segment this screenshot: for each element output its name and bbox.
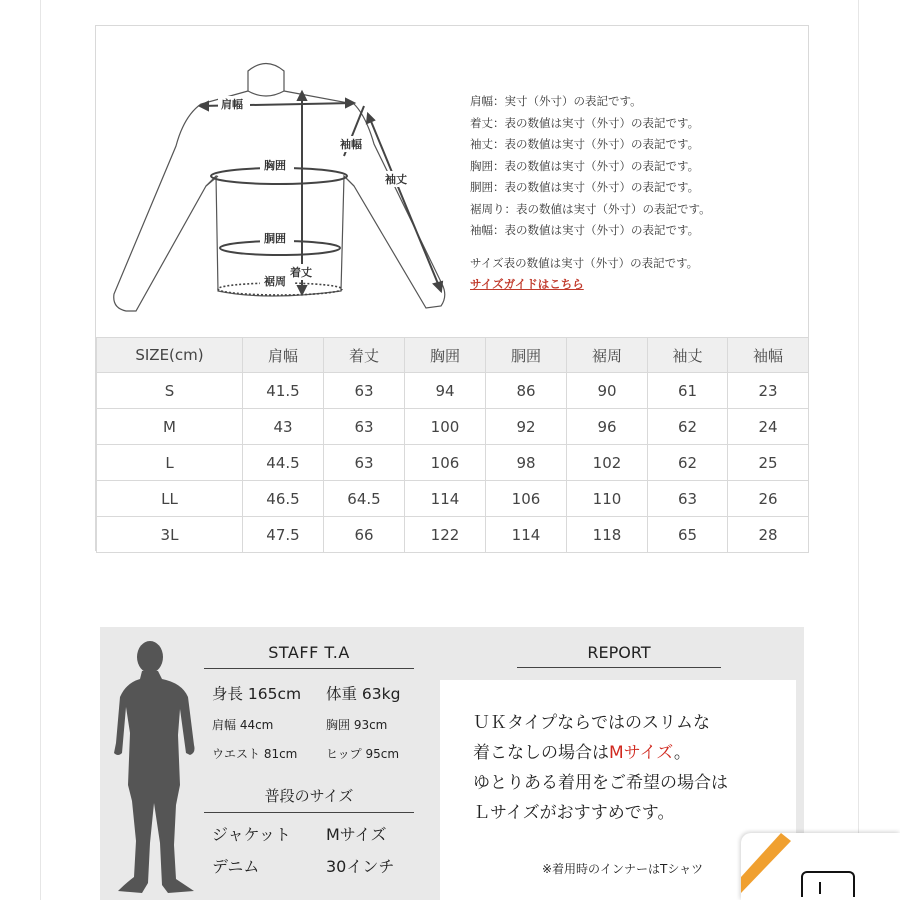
header-cell-sleeve-length: 袖丈 — [648, 338, 728, 373]
table-cell: 41.5 — [243, 373, 324, 409]
staff-waist: ウエスト 81cm — [212, 747, 298, 761]
page-edge-left — [40, 0, 41, 900]
table-cell: 62 — [648, 445, 728, 481]
label-length: 着丈 — [290, 266, 312, 279]
table-cell: 61 — [648, 373, 728, 409]
staff-hip: ヒップ 95cm — [326, 747, 400, 761]
staff-height: 身長 165cm — [212, 685, 302, 703]
page-edge-right — [858, 0, 859, 900]
label-waist: 胴囲 — [264, 232, 286, 245]
table-cell: 43 — [243, 409, 324, 445]
staff-name-divider — [204, 668, 414, 669]
note-line: 裾周り：表の数値は実寸（外寸）の表記です。 — [470, 201, 711, 216]
table-row — [97, 373, 809, 409]
table-cell: 63 — [324, 445, 405, 481]
label-shoulder-width: 肩幅 — [221, 98, 243, 111]
table-cell: 110 — [567, 481, 648, 517]
usual-size-title: 普段のサイズ — [264, 787, 354, 805]
usual-size: Mサイズ — [326, 825, 387, 844]
table-row — [97, 409, 809, 445]
table-cell: 106 — [405, 445, 486, 481]
header-cell-shoulder: 肩幅 — [243, 338, 324, 373]
note-line: 袖丈：表の数値は実寸（外寸）の表記です。 — [470, 137, 700, 151]
table-cell: 102 — [567, 445, 648, 481]
header-cell-size: SIZE(cm) — [97, 338, 243, 373]
header-cell-chest: 胸囲 — [405, 338, 486, 373]
note-line: 着丈：表の数値は実寸（外寸）の表記です。 — [470, 115, 700, 130]
usual-item: デニム — [212, 857, 260, 876]
usual-size-row — [204, 854, 414, 877]
staff-chest: 胸囲 93cm — [326, 718, 388, 732]
report-highlight: Mサイズ — [609, 743, 674, 763]
label-sleeve-width: 袖幅 — [340, 138, 362, 151]
jacket-diagram — [96, 26, 466, 326]
measurement-notes — [470, 91, 800, 296]
corner-overlay-card[interactable] — [741, 833, 900, 900]
person-silhouette-icon — [108, 635, 200, 897]
table-cell: 24 — [728, 409, 809, 445]
notes-footer: サイズ表の数値は実寸（外寸）の表記です。 — [470, 255, 699, 270]
table-cell: L — [97, 445, 243, 481]
table-cell: 86 — [486, 373, 567, 409]
report-title: REPORT — [587, 643, 651, 662]
table-cell: S — [97, 373, 243, 409]
staff-name: STAFF T.A — [268, 643, 350, 662]
report-line: Ｌサイズがおすすめです。 — [473, 803, 675, 823]
label-sleeve-length: 袖丈 — [385, 173, 407, 186]
size-guide-link[interactable]: サイズガイドはこちら — [470, 277, 584, 291]
table-cell: 25 — [728, 445, 809, 481]
table-cell: 47.5 — [243, 517, 324, 553]
usual-item: ジャケット — [212, 825, 291, 844]
size-table — [96, 337, 809, 553]
staff-profile — [204, 627, 414, 877]
table-cell: 64.5 — [324, 481, 405, 517]
report-text — [473, 708, 728, 828]
table-cell: 66 — [324, 517, 405, 553]
table-cell: 118 — [567, 517, 648, 553]
ticket-icon[interactable] — [801, 871, 855, 897]
table-cell: 114 — [405, 481, 486, 517]
report-line — [473, 738, 728, 768]
report-note: ※着用時のインナーはTシャツ — [542, 862, 704, 876]
table-cell: LL — [97, 481, 243, 517]
table-cell: 94 — [405, 373, 486, 409]
note-line: 肩幅：実寸（外寸）の表記です。 — [470, 94, 642, 108]
table-row — [97, 481, 809, 517]
table-cell: 114 — [486, 517, 567, 553]
table-cell: 96 — [567, 409, 648, 445]
table-cell: 28 — [728, 517, 809, 553]
note-line: 袖幅：表の数値は実寸（外寸）の表記です。 — [470, 223, 700, 237]
table-cell: 106 — [486, 481, 567, 517]
header-cell-length: 着丈 — [324, 338, 405, 373]
staff-weight: 体重 63kg — [326, 685, 401, 703]
table-cell: 63 — [648, 481, 728, 517]
usual-size: 30インチ — [326, 857, 395, 876]
header-cell-sleeve-width: 袖幅 — [728, 338, 809, 373]
header-cell-waist: 胴囲 — [486, 338, 567, 373]
report-line-pre: 着こなしの場合は — [473, 743, 609, 763]
table-cell: 100 — [405, 409, 486, 445]
table-cell: 90 — [567, 373, 648, 409]
note-line: 胴囲：表の数値は実寸（外寸）の表記です。 — [470, 180, 700, 194]
note-line: 胸囲：表の数値は実寸（外寸）の表記です。 — [470, 158, 700, 173]
report-line-post: 。 — [673, 743, 691, 763]
table-cell: 92 — [486, 409, 567, 445]
table-cell: 63 — [324, 409, 405, 445]
report-line: ＵＫタイプならではのスリムな — [473, 713, 710, 733]
staff-main-measurements — [204, 682, 414, 704]
header-cell-hem: 裾周 — [567, 338, 648, 373]
table-row — [97, 517, 809, 553]
label-chest: 胸囲 — [264, 159, 286, 172]
usual-size-divider — [204, 812, 414, 813]
table-cell: 122 — [405, 517, 486, 553]
table-cell: 62 — [648, 409, 728, 445]
table-cell: 98 — [486, 445, 567, 481]
usual-size-row — [204, 822, 414, 845]
table-cell: 3L — [97, 517, 243, 553]
table-cell: M — [97, 409, 243, 445]
table-cell: 65 — [648, 517, 728, 553]
table-cell: 44.5 — [243, 445, 324, 481]
staff-shoulder: 肩幅 44cm — [212, 718, 274, 732]
table-cell: 26 — [728, 481, 809, 517]
table-row — [97, 445, 809, 481]
staff-sub-measurements — [204, 716, 414, 733]
table-cell: 23 — [728, 373, 809, 409]
staff-sub-measurements — [204, 745, 414, 762]
staff-panel — [100, 627, 804, 900]
report-line: ゆとりある着用をご希望の場合は — [473, 773, 728, 793]
corner-stripe — [741, 833, 801, 900]
report-divider — [517, 667, 721, 668]
size-chart-frame — [95, 25, 809, 551]
table-cell: 46.5 — [243, 481, 324, 517]
table-cell: 63 — [324, 373, 405, 409]
size-table-header-row — [97, 338, 809, 373]
label-hem: 裾周 — [264, 275, 286, 288]
